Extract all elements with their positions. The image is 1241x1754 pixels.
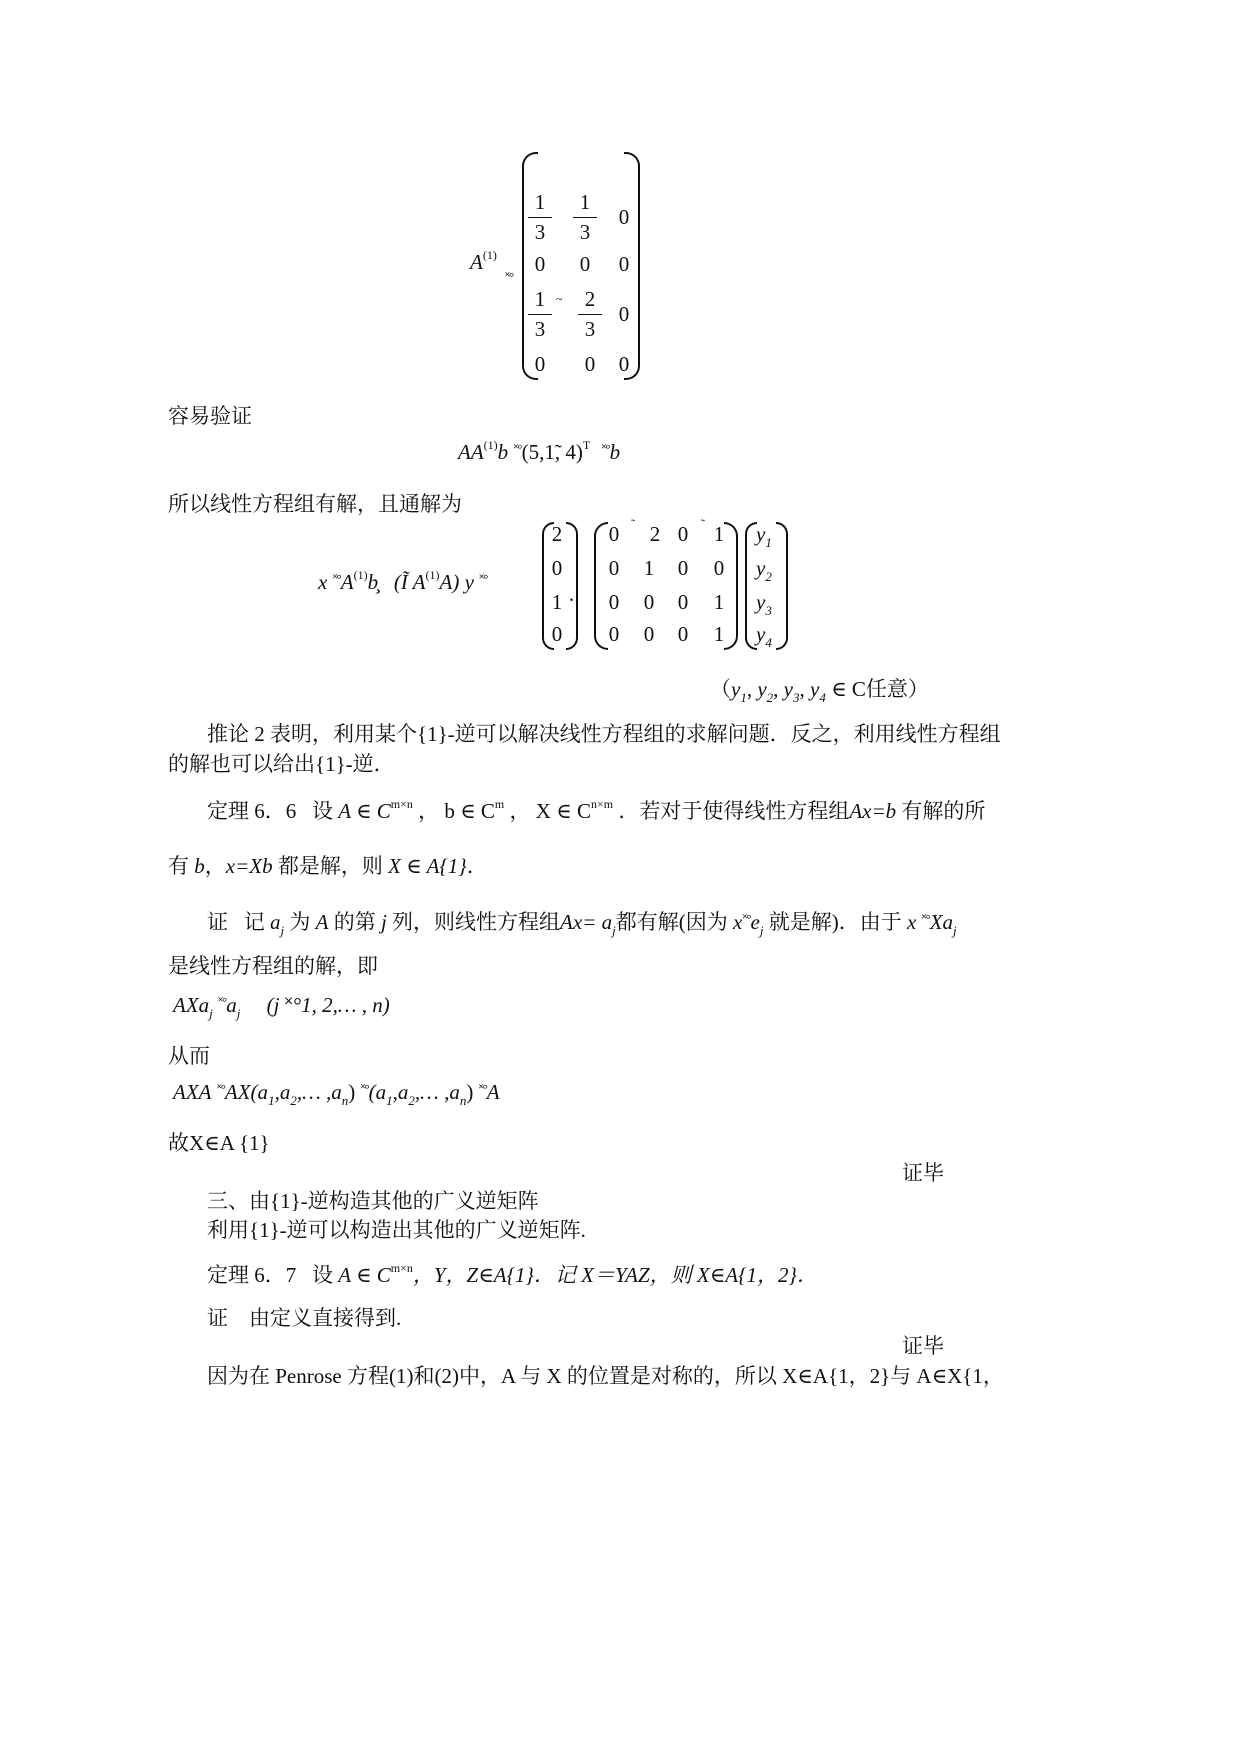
proof-6-6-line2: 是线性方程组的解，即: [168, 954, 378, 978]
proof-6-6: 证 记 $a_j$ 为 A 的第 j 列，则线性方程组$Ax= a_j$都有解(因为 $x^{˟^\circ}e_j$ 就是解)．由于 x $^{˟^\circ}Xa_j$: [207, 910, 957, 938]
parameter-condition: （$y_1$, $y_2$, $y_3$, $y_4$ ∈ C任意）: [710, 677, 929, 705]
dot-mark: ·: [568, 588, 575, 612]
general-solution-lhs: x $^{˟^\circ}A^{(1)}b̧$ (Ĩ $A^{(1)}A$) y ˟°: [318, 568, 488, 594]
section-3-title: 三、由{1}-逆构造其他的广义逆矩阵: [207, 1189, 539, 1213]
equals-glyph: ˟°: [505, 269, 514, 284]
matrix-entry: 1: [713, 522, 725, 546]
vector-entry: $y_3$: [756, 590, 772, 618]
right-bracket: [566, 522, 578, 650]
vector-entry: 0: [551, 622, 563, 646]
matrix-entry: 0: [618, 252, 630, 276]
vector-entry: $y_1$: [756, 522, 772, 550]
vector-entry: $y_2$: [756, 556, 772, 584]
matrix-entry: 2: [649, 522, 661, 546]
matrix-entry: 0: [579, 252, 591, 276]
text-general-solution: 所以线性方程组有解，且通解为: [168, 492, 462, 516]
matrix-entry: 0: [677, 622, 689, 646]
right-bracket: [776, 522, 788, 650]
matrix-entry: 0: [677, 522, 689, 546]
vector-entry: $y_4$: [756, 622, 772, 650]
matrix-lhs: $A^{(1)}$: [470, 248, 497, 274]
fraction: 2 3: [578, 287, 602, 342]
equation-AXA: AXA $^{˟^\circ}AX(a_1,a_2,\dots$ $,a_n$) $^{˟^\circ}(a_1,a_2,\dots$ $,a_n$) ˟°A: [173, 1080, 500, 1108]
theorem-6-6: 定理 6．6 设 A ∈ $C^{m\times n}$ ， b ∈ $C^m$ ， X ∈ $C^{n\times m}$ ．若对于使得线性方程组Ax=b 有解的所: [207, 797, 986, 823]
garbled-mark: ~: [556, 292, 563, 306]
qed-mark: 证毕: [902, 1161, 944, 1185]
garbled-mark: ˜: [630, 516, 636, 531]
fraction: 1 3: [573, 190, 597, 245]
garbled-mark: ˜: [700, 516, 706, 531]
matrix-A1-block: [0, 0, 1241, 376]
text-verify: 容易验证: [168, 404, 252, 428]
proof-6-7: 证 由定义直接得到.: [207, 1306, 402, 1330]
matrix-entry: 0: [618, 205, 630, 229]
matrix-entry: 0: [618, 352, 630, 376]
matrix-entry: 0: [608, 590, 620, 614]
matrix-entry: 0: [608, 522, 620, 546]
vector-entry: 1: [551, 590, 563, 614]
section-3-text: 利用{1}-逆可以构造出其他的广义逆矩阵.: [207, 1218, 586, 1242]
matrix-entry: 1: [643, 556, 655, 580]
matrix-entry: 0: [534, 352, 546, 376]
matrix-entry: 0: [643, 590, 655, 614]
matrix-entry: 0: [677, 556, 689, 580]
last-paragraph: 因为在 Penrose 方程(1)和(2)中，A 与 X 的位置是对称的，所以 X∈A{1，2}与 A∈X{1，: [207, 1364, 1004, 1388]
text-hence: 从而: [168, 1044, 210, 1068]
matrix-entry: 0: [584, 352, 596, 376]
matrix-entry: 0: [643, 622, 655, 646]
matrix-entry: 1: [713, 622, 725, 646]
equation-verify: AA$^{(1)}$b ˟°(5,1̃, 4)$^T$ ˟°b: [458, 438, 621, 464]
vector-entry: 0: [551, 556, 563, 580]
matrix-entry: 1: [713, 590, 725, 614]
paragraph-corollary-cont: 的解也可以给出{1}-逆．: [168, 752, 395, 776]
equation-AXaj: AXa$_j$ $^{˟^\circ}a_j$ (j ˟°1, 2,… , n): [173, 993, 390, 1021]
qed-mark-2: 证毕: [902, 1334, 944, 1358]
matrix-entry: 0: [713, 556, 725, 580]
fraction: 1 3: [528, 190, 552, 245]
paragraph-corollary: 推论 2 表明，利用某个{1}-逆可以解决线性方程组的求解问题．反之，利用线性方程组: [207, 722, 1001, 746]
matrix-entry: 0: [608, 622, 620, 646]
matrix-entry: 0: [534, 252, 546, 276]
matrix-entry: 0: [618, 302, 630, 326]
fraction: 1 3: [528, 287, 552, 342]
theorem-6-7: 定理 6．7 设 A ∈ $C^{m\times n}$，Y，Z∈A{1}．记 X＝YAZ，则 X∈A{1，2}．: [207, 1261, 818, 1287]
conclusion: 故X∈A {1}: [168, 1131, 270, 1155]
matrix-entry: 0: [608, 556, 620, 580]
vector-entry: 2: [551, 522, 563, 546]
theorem-6-6-line2: 有 b，x=Xb 都是解，则 X ∈ A{1}．: [168, 854, 488, 878]
matrix-entry: 0: [677, 590, 689, 614]
